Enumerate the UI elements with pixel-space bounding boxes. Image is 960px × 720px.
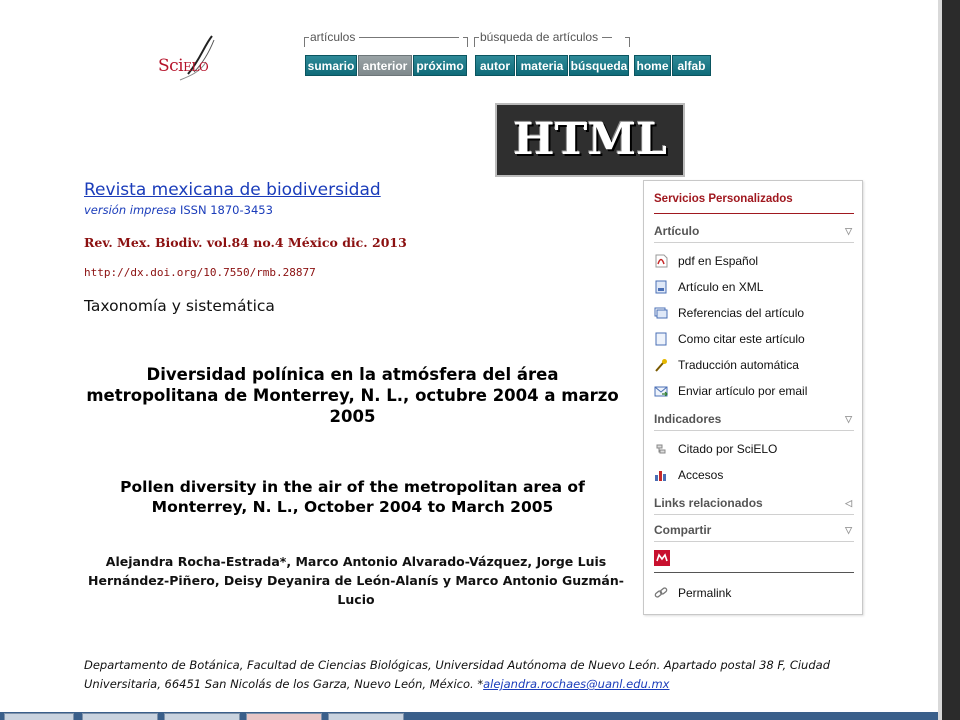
articulo-section-header[interactable] <box>654 224 854 243</box>
accesos-link-label: Accesos <box>678 467 724 482</box>
article-title-en: Pollen diversity in the air of the metropolitan area of Monterrey, N. L., October 2004 to March 2005 <box>120 478 585 516</box>
mendeley-share-icon <box>654 550 668 564</box>
services-panel <box>643 180 863 615</box>
links-relacionados-header[interactable] <box>654 496 854 515</box>
permalink-label: Permalink <box>678 585 732 600</box>
cited-by-icon <box>654 442 668 456</box>
taskbar-button[interactable] <box>82 713 158 720</box>
chevron-down-icon: ▽ <box>845 226 852 236</box>
anterior-button[interactable]: anterior <box>358 55 412 76</box>
taskbar-button[interactable] <box>246 713 322 720</box>
article-title-es: Diversidad polínica en la atmósfera del área metropolitana de Monterrey, N. L., octubre 2004 a marzo 2005 <box>86 365 619 426</box>
link-chain-icon <box>654 586 668 600</box>
compartir-section-header[interactable] <box>654 523 854 542</box>
permalink-link[interactable] <box>654 585 859 603</box>
share-mendeley-link[interactable] <box>654 549 859 567</box>
cite-document-icon <box>654 332 668 346</box>
doi-link[interactable]: http://dx.doi.org/10.7550/rmb.28877 <box>84 266 316 279</box>
html-format-badge: HTML <box>495 103 685 177</box>
taskbar-button[interactable] <box>328 713 404 720</box>
issn-line <box>84 203 273 217</box>
cited-by-link-label: Citado por SciELO <box>678 441 778 456</box>
chevron-down-icon: ▽ <box>845 525 852 535</box>
nav-bracket-left <box>304 37 309 47</box>
autor-button[interactable]: autor <box>475 55 515 76</box>
services-title: Servicios Personalizados <box>654 193 793 205</box>
scrollbar-edge <box>938 0 942 720</box>
proximo-button[interactable]: próximo <box>413 55 467 76</box>
accesos-link[interactable] <box>654 467 859 485</box>
journal-title-link[interactable]: Revista mexicana de biodiversidad <box>84 180 381 200</box>
materia-button[interactable]: materia <box>516 55 568 76</box>
translation-link-label: Traducción automática <box>678 357 799 372</box>
indicadores-section-header[interactable] <box>654 412 854 431</box>
chevron-down-icon: ▽ <box>845 414 852 424</box>
pdf-icon <box>654 254 668 268</box>
translation-link[interactable] <box>654 357 859 375</box>
logo-text-main: Sci <box>158 56 184 76</box>
indicadores-section-label: Indicadores <box>654 412 722 426</box>
pdf-link-label: pdf en Español <box>678 253 759 268</box>
busqueda-button[interactable]: búsqueda <box>569 55 629 76</box>
home-button[interactable]: home <box>634 55 671 76</box>
issn-value: ISSN 1870-3453 <box>179 203 273 217</box>
taskbar-button[interactable] <box>164 713 240 720</box>
email-article-link[interactable] <box>654 383 859 401</box>
alfab-button[interactable]: alfab <box>672 55 711 76</box>
references-icon <box>654 306 668 320</box>
email-article-link-label: Enviar artículo por email <box>678 383 808 398</box>
nav-bracket-line <box>359 37 459 38</box>
taskbar-button[interactable] <box>4 713 74 720</box>
scielo-logo[interactable] <box>150 32 230 92</box>
translate-wand-icon <box>654 358 668 372</box>
services-title-divider <box>654 213 854 214</box>
bar-chart-icon <box>654 468 668 482</box>
xml-link[interactable] <box>654 279 859 297</box>
cite-link-label: Como citar este artículo <box>678 331 805 346</box>
articulo-section-label: Artículo <box>654 224 700 238</box>
nav-bracket-line <box>602 37 612 38</box>
nav-bracket-right <box>625 37 630 47</box>
nav-group-articulos-label: artículos <box>310 30 356 44</box>
logo-text-tail: ELO <box>183 60 209 74</box>
links-relacionados-label: Links relacionados <box>654 496 763 510</box>
article-section: Taxonomía y sistemática <box>84 297 275 315</box>
author-email-link[interactable]: alejandra.rochaes@uanl.edu.mx <box>483 677 670 691</box>
nav-group-busqueda-label: búsqueda de artículos <box>480 30 599 44</box>
nav-group-busqueda <box>480 30 612 44</box>
share-divider <box>654 572 854 573</box>
nav-bracket-right <box>463 37 468 47</box>
references-link-label: Referencias del artículo <box>678 305 805 320</box>
pdf-link[interactable] <box>654 253 859 271</box>
cited-by-link[interactable] <box>654 441 859 459</box>
references-link[interactable] <box>654 305 859 323</box>
chevron-left-icon: ◁ <box>845 498 852 508</box>
sumario-button[interactable]: sumario <box>305 55 357 76</box>
article-authors: Alejandra Rocha-Estrada*, Marco Antonio Alvarado-Vázquez, Jorge Luis Hernández-Piñero, Deisy Deyanira de León-Alanís y Marco Antonio Guzmán-Lucio <box>88 554 624 607</box>
affiliation-text: Departamento de Botánica, Facultad de Ciencias Biológicas, Universidad Autónoma de Nuevo León. Apartado postal 38 F, Ciudad Universitaria, 66451 San Nicolás de los Garza, Nuevo León, México. * <box>84 658 830 691</box>
compartir-section-label: Compartir <box>654 523 712 537</box>
cite-link[interactable] <box>654 331 859 349</box>
citation-line: Rev. Mex. Biodiv. vol.84 no.4 México dic. 2013 <box>84 235 407 250</box>
xml-link-label: Artículo en XML <box>678 279 764 294</box>
window-scrollbar[interactable] <box>938 0 960 720</box>
article-affiliation <box>84 656 904 694</box>
version-label: versión impresa <box>84 203 177 217</box>
logo-text <box>158 56 208 76</box>
nav-bracket-left <box>474 37 479 47</box>
email-icon <box>654 384 668 398</box>
xml-document-icon <box>654 280 668 294</box>
taskbar <box>0 712 938 720</box>
nav-group-articulos <box>310 30 459 44</box>
